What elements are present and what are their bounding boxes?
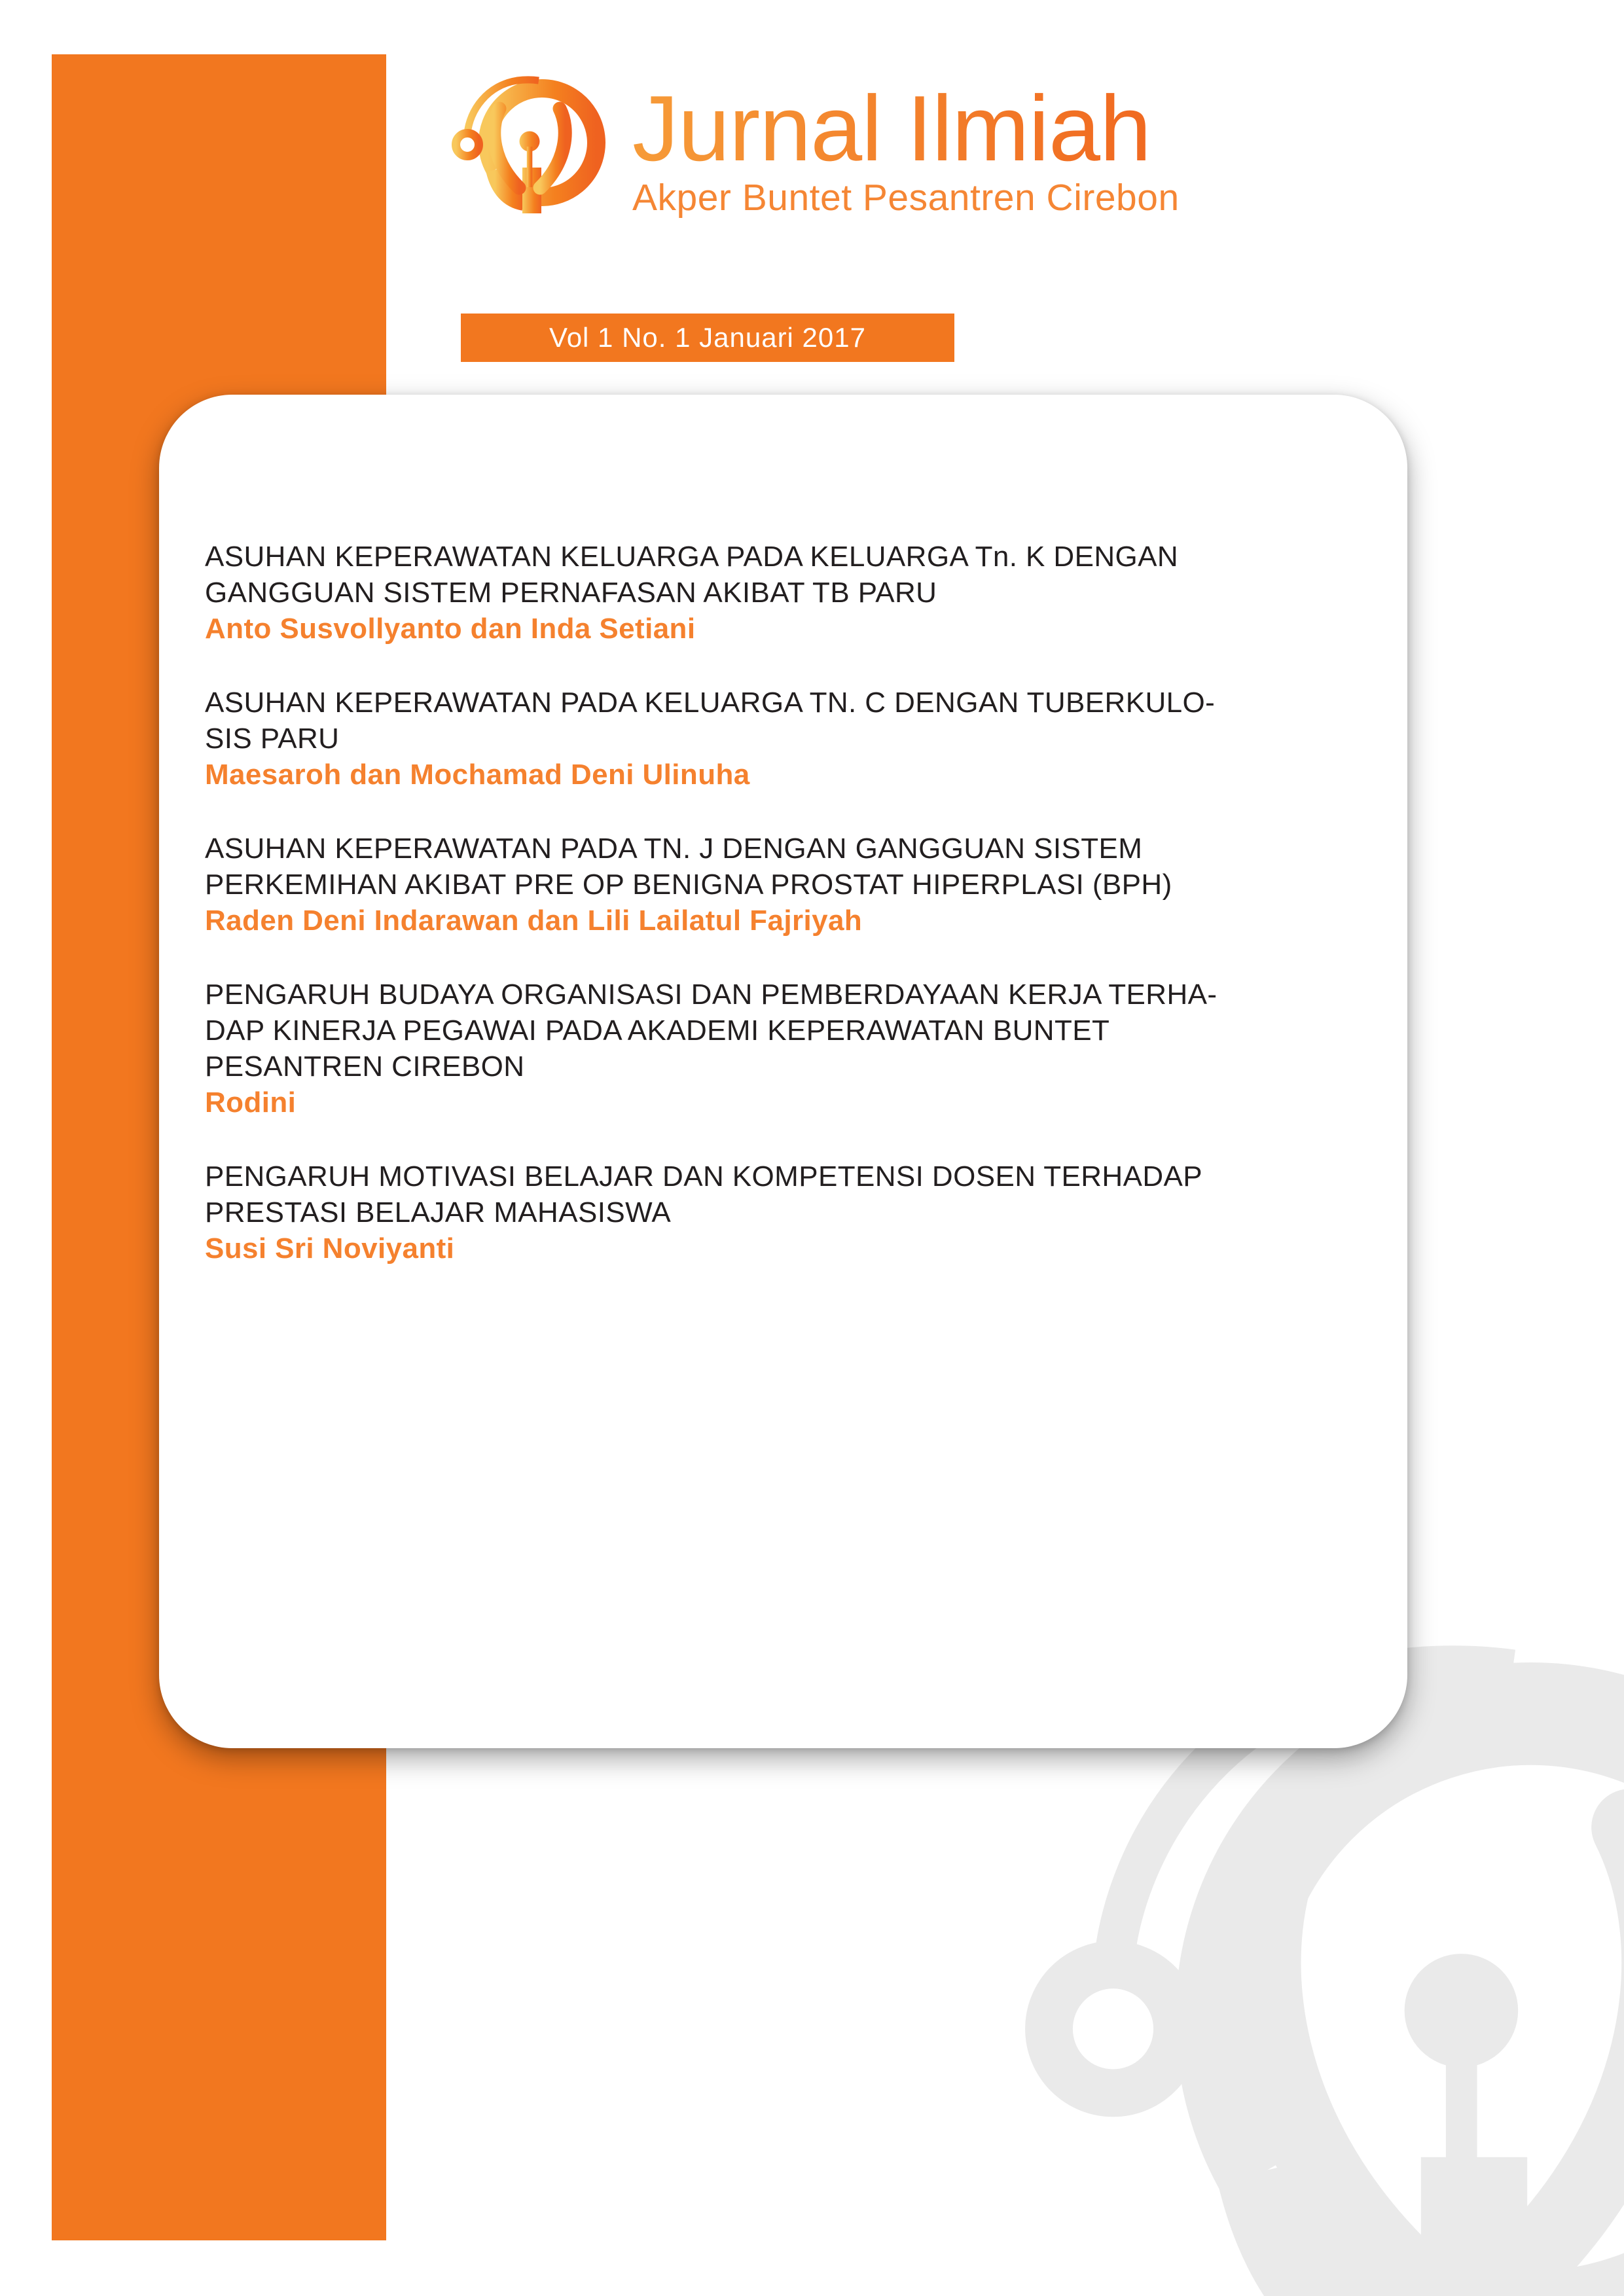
journal-subtitle: Akper Buntet Pesantren Cirebon [632, 177, 1180, 219]
article-item [205, 831, 1217, 939]
journal-logo-icon [452, 69, 615, 215]
article-title-line: PRESTASI BELAJAR MAHASISWA [205, 1196, 672, 1229]
journal-masthead [632, 77, 1180, 219]
article-title-line: PERKEMIHAN AKIBAT PRE OP BENIGNA PROSTAT HIPERPLASI (BPH) [205, 869, 1172, 901]
article-authors: Rodini [205, 1086, 297, 1119]
article-authors: Raden Deni Indarawan dan Lili Lailatul Fajriyah [205, 905, 863, 937]
article-authors: Anto Susvollyanto dan Inda Setiani [205, 613, 696, 645]
article-title [205, 1158, 1217, 1230]
article-title [205, 685, 1217, 757]
volume-banner [461, 314, 954, 362]
article-list [205, 539, 1217, 1304]
article-title-line: PENGARUH BUDAYA ORGANISASI DAN PEMBERDAYAAN KERJA TERHA- [205, 978, 1218, 1011]
article-item [205, 977, 1217, 1121]
article-title [205, 831, 1217, 903]
article-item [205, 539, 1217, 647]
article-title [205, 977, 1217, 1085]
article-item [205, 1158, 1217, 1266]
article-title-line: GANGGUAN SISTEM PERNAFASAN AKIBAT TB PARU [205, 577, 937, 609]
article-item [205, 685, 1217, 793]
article-authors: Susi Sri Noviyanti [205, 1232, 455, 1265]
journal-title: Jurnal Ilmiah [632, 82, 1180, 175]
article-title-line: PENGARUH MOTIVASI BELAJAR DAN KOMPETENSI DOSEN TERHADAP [205, 1160, 1202, 1193]
article-title-line: DAP KINERJA PEGAWAI PADA AKADEMI KEPERAWATAN BUNTET [205, 1014, 1110, 1047]
table-of-contents-card [159, 395, 1407, 1748]
volume-banner-label: Vol 1 No. 1 Januari 2017 [549, 322, 866, 353]
article-title-line: PESANTREN CIREBON [205, 1050, 525, 1083]
article-title [205, 539, 1217, 611]
article-authors: Maesaroh dan Mochamad Deni Ulinuha [205, 759, 750, 791]
article-title-line: ASUHAN KEPERAWATAN KELUARGA PADA KELUARGA Tn. K DENGAN [205, 541, 1179, 573]
article-title-line: ASUHAN KEPERAWATAN PADA TN. J DENGAN GANGGUAN SISTEM [205, 833, 1143, 865]
article-title-line: ASUHAN KEPERAWATAN PADA KELUARGA TN. C DENGAN TUBERKULO- [205, 687, 1216, 719]
article-title-line: SIS PARU [205, 723, 340, 755]
